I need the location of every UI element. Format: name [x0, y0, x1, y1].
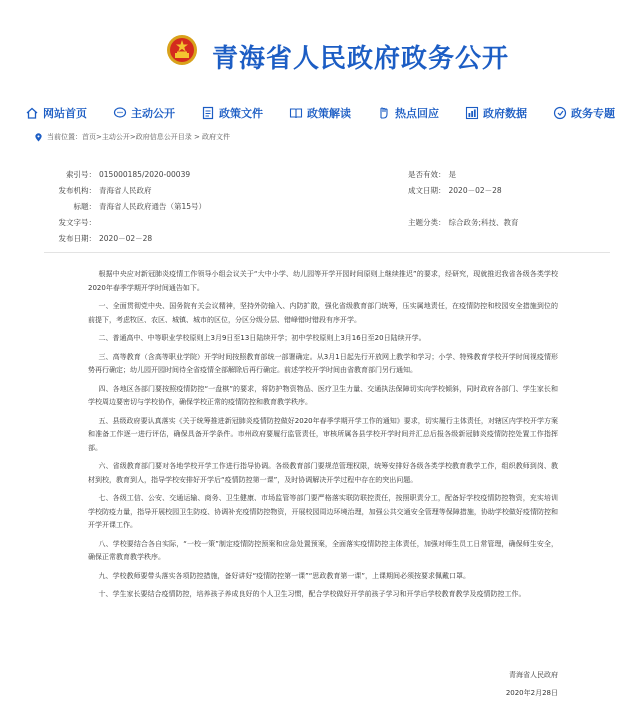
- topic-icon: [553, 106, 567, 120]
- meta-value: 2020－02－28: [99, 234, 153, 243]
- nav-item-home[interactable]: [25, 105, 87, 121]
- body-paragraph: 一、全面贯彻党中央、国务院有关会议精神，坚持外防输入、内防扩散，强化省级教育部门统筹，压实属地责任，在疫情防控和校园安全措施到位的前提下，考虑牧区、农区、城镇、城市的区位，分区分级分层、错峰错时错段有序开学。: [88, 302, 558, 324]
- body-paragraph: 四、各地区各部门要按照疫情防控“一盘棋”的要求，将防护物资物品、医疗卫生力量、交通执法保障切实向学校倾斜，同时政府各部门、学生家长和学校周边要密切与学校协作，确保学校正常的疫情防控和教育教学秩序。: [88, 384, 558, 406]
- meta-key: 索引号：: [66, 170, 96, 179]
- meta-valid: [408, 169, 456, 180]
- meta-created: [408, 185, 502, 196]
- nav-label: 政策文件: [219, 107, 263, 120]
- nav-item-gov-data[interactable]: [465, 105, 527, 121]
- nav-item-policy-docs[interactable]: [201, 105, 263, 121]
- national-emblem-icon: [166, 34, 198, 66]
- meta-key: 发布日期：: [58, 234, 96, 243]
- nav-label: 热点回应: [395, 107, 439, 120]
- body-paragraph: 十、学生家长要结合疫情防控，培养孩子养成良好的个人卫生习惯，配合学校做好开学前孩子学习和开学后学校教育教学及疫情防控工作。: [98, 590, 526, 598]
- nav-item-public[interactable]: [113, 105, 175, 121]
- meta-value: 青海省人民政府通告（第15号）: [99, 202, 207, 211]
- divider: [44, 252, 610, 253]
- meta-value: 综合政务;科技、教育: [448, 218, 519, 227]
- breadcrumb: [34, 132, 230, 142]
- nav-item-hot-response[interactable]: [377, 105, 439, 121]
- chat-icon: [113, 106, 127, 120]
- meta-key: 是否有效：: [408, 170, 446, 179]
- nav-label: 政务专题: [571, 107, 615, 120]
- document-meta: [44, 155, 612, 245]
- meta-title: [44, 201, 206, 212]
- data-icon: [465, 106, 479, 120]
- meta-key: 主题分类：: [408, 218, 446, 227]
- breadcrumb-text[interactable]: 当前位置：首页>主动公开>政府信息公开目录 > 政府文件: [47, 133, 231, 141]
- body-paragraph: 根据中央应对新冠肺炎疫情工作领导小组会议关于“大中小学、幼儿园等开学开园时间原则上继续推迟”的要求，经研究，现就推迟我省各级各类学校2020年春季学期开学时间通告如下。: [88, 270, 558, 292]
- body-paragraph: 二、普通高中、中等职业学校原则上3月9日至13日陆续开学；初中学校原则上3月16日至20日陆续开学。: [98, 334, 426, 342]
- book-icon: [289, 106, 303, 120]
- meta-value: 015000185/2020-00039: [99, 170, 191, 179]
- signature-date: 2020年2月28日: [505, 689, 558, 697]
- meta-publisher: [44, 185, 152, 196]
- meta-value: 青海省人民政府: [99, 186, 152, 195]
- body-paragraph: 九、学校教师要带头落实各项防控措施，备好讲好“疫情防控第一课”“思政教育第一课”，上课期间必须按要求佩戴口罩。: [98, 571, 471, 580]
- body-paragraph: 七、各级工信、公安、交通运输、商务、卫生健康、市场监管等部门要严格落实联防联控责任，按照职责分工，配备好学校疫情防控物资，充实培训学校防疫力量，指导开展校园卫生防疫、协调补充疫情防控物资，开展校园周边环境治理，加强公共交通安全管理等保障措施，协助学校做好疫情防控和开学开课工作。: [88, 494, 558, 529]
- meta-pubdate: [44, 233, 152, 244]
- document-body: [88, 268, 558, 602]
- meta-key: 标题：: [73, 202, 96, 211]
- main-nav: [0, 100, 640, 126]
- nav-item-policy-interpret[interactable]: [289, 105, 351, 121]
- meta-docno: [44, 217, 99, 228]
- meta-value: 是: [448, 170, 456, 179]
- meta-index-no: [44, 169, 190, 180]
- hand-icon: [377, 106, 391, 120]
- body-paragraph: 六、省级教育部门要对各地学校开学工作进行指导协调。各级教育部门要规范管理权限，统筹安排好各级各类学校教育教学工作，组织教师到岗、教材到校，教育到人，指导学校安排好开学后“疫情防控第一课”，及时协调解决开学过程中存在的突出问题。: [88, 462, 558, 484]
- home-icon: [25, 106, 39, 120]
- body-paragraph: 三、高等教育（含高等职业学院）开学时间按照教育部统一部署确定。从3月1日起先行开放网上教学和学习；小学、特殊教育学校开学时间视疫情形势再行确定；幼儿园开园时间待全省疫情全部解除后再行确定。前述学校开学时间由省教育部门另行通知。: [88, 352, 558, 374]
- body-paragraph: 八、学校要结合各自实际，“一校一策”制定疫情防控预案和应急处置预案，全面落实疫情防控主体责任，加强对师生员工日常管理，确保师生安全，确保正常教育教学秩序。: [88, 539, 558, 561]
- body-paragraph: 五、县级政府要认真落实《关于统筹推进新冠肺炎疫情防控做好2020年春季学期开学工作的通知》要求，切实履行主体责任，对辖区内学校开学方案和准备工作逐一进行评估，确保具备开学条件。市州政府要履行监管责任，审核所属各县学校开学时间并汇总后报各级新冠肺炎疫情防控处置工作指挥部。: [88, 416, 558, 452]
- meta-subject: [408, 217, 519, 228]
- meta-key: 成文日期：: [408, 186, 446, 195]
- nav-label: 网站首页: [43, 107, 87, 120]
- meta-key: 发文字号：: [58, 218, 96, 227]
- meta-value: 2020－02－28: [448, 186, 502, 195]
- site-title[interactable]: 青海省人民政府政务公开: [212, 44, 510, 74]
- site-header: [0, 0, 640, 92]
- document-icon: [201, 106, 215, 120]
- nav-item-topics[interactable]: [553, 105, 615, 121]
- nav-label: 政策解读: [307, 107, 351, 120]
- location-pin-icon: [34, 133, 43, 142]
- meta-key: 发布机构：: [58, 186, 96, 195]
- nav-label: 主动公开: [131, 107, 175, 120]
- signature-org: 青海省人民政府: [509, 671, 558, 679]
- nav-label: 政府数据: [483, 107, 527, 120]
